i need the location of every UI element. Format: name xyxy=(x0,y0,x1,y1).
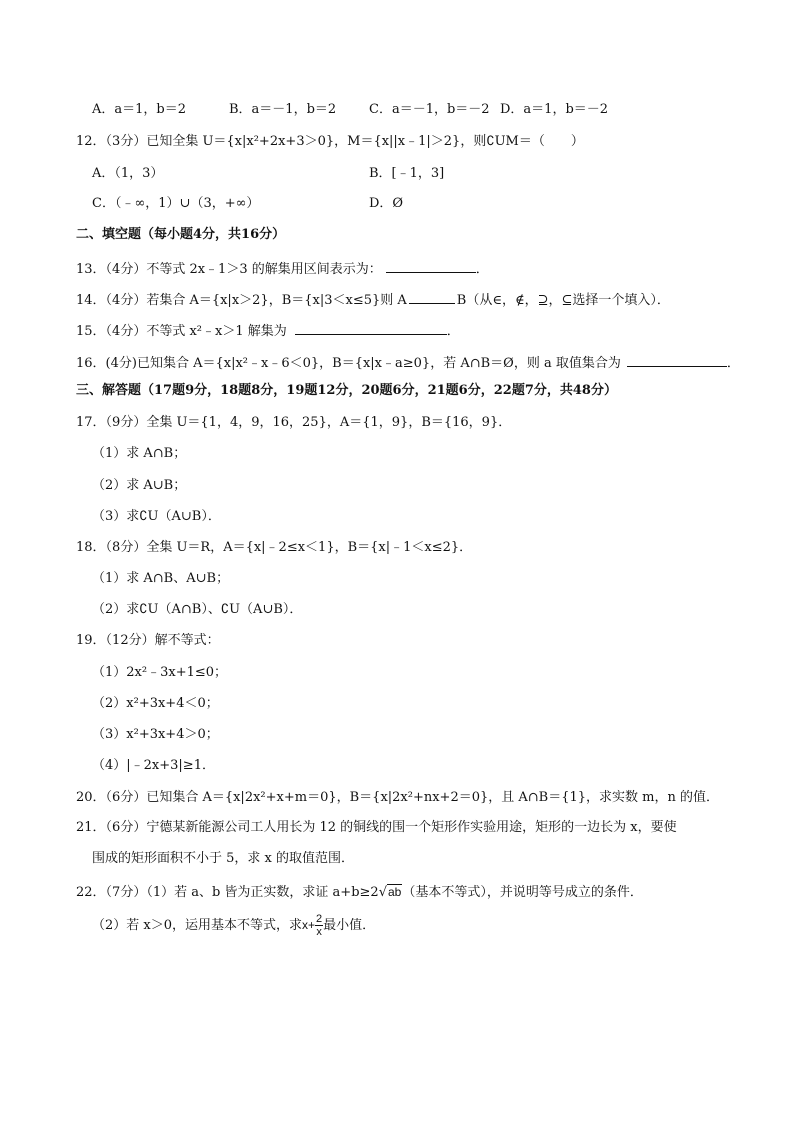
q12-option-b: B．[﹣1，3] xyxy=(369,166,445,181)
q11-option-b: B．a＝－1，b＝2 xyxy=(229,102,337,117)
q15-text: 15．（4分）不等式 x²﹣x＞1 解集为 xyxy=(76,324,287,339)
q11-option-a: A．a＝1，b＝2 xyxy=(92,102,187,117)
q12-option-a: A．（1，3） xyxy=(92,166,164,181)
q16-answer-blank[interactable] xyxy=(627,352,727,367)
q22-part-2-text: （2）若 x＞0，运用基本不等式，求 xyxy=(92,918,303,933)
q16-period: ． xyxy=(726,356,740,371)
q13-answer-blank[interactable] xyxy=(386,258,476,273)
q11-option-d: D．a＝1，b＝－2 xyxy=(500,102,609,117)
q16 xyxy=(76,352,740,373)
q18-part-1: （1）求 A∩B、A∪B； xyxy=(92,571,230,586)
q12-option-d: D．Ø xyxy=(369,196,404,211)
section-solve-title: 三、解答题（17题9分，18题8分，19题12分，20题6分，21题6分，22题7分，共48分） xyxy=(76,383,617,398)
q22-part-2 xyxy=(92,912,375,939)
q22-part-1-text: 22．（7分）（1）若 a、b 皆为正实数，求证 a+b≥2 xyxy=(76,885,379,900)
q16-text: 16．(4分)已知集合 A＝{x|x²﹣x﹣6＜0}，B＝{x|x﹣a≥0}，若 A∩B＝Ø，则 a 取值集合为 xyxy=(76,356,621,371)
q19-stem: 19．（12分）解不等式： xyxy=(76,633,220,648)
q17-stem: 17．（9分）全集 U＝{1，4，9，16，25}，A＝{1，9}，B＝{16，9}． xyxy=(76,415,512,430)
q19-part-3: （3）x²+3x+4＞0； xyxy=(92,727,219,742)
q14-text-after: B（从∈，∉，⊇，⊆选择一个填入）． xyxy=(456,293,670,308)
q19-part-1: （1）2x²﹣3x+1≤0； xyxy=(92,665,228,680)
q22-part-1-text-after: （基本不等式），并说明等号成立的条件． xyxy=(402,885,643,900)
q14-text: 14．（4分）若集合 A＝{x|x＞2}，B＝{x|3＜x≤5}则 A xyxy=(76,293,407,308)
q22-sqrt-radicand: ab xyxy=(387,885,402,899)
q20-stem: 20．（6分）已知集合 A＝{x|2x²+x+m＝0}，B＝{x|2x²+nx+2＝0}，且 A∩B＝{1}，求实数 m，n 的值． xyxy=(76,790,720,805)
q17-part-1: （1）求 A∩B； xyxy=(92,446,187,461)
q15-period: ． xyxy=(446,324,460,339)
q18-part-2: （2）求∁U（A∩B）、∁U（A∪B）． xyxy=(92,602,303,617)
q12-stem: 12．（3分）已知全集 U＝{x|x²+2x+3＞0}，M＝{x||x﹣1|＞2}，则∁UM＝（ ） xyxy=(76,134,584,149)
q13-text: 13．（4分）不等式 2x﹣1＞3 的解集用区间表示为： xyxy=(76,262,382,277)
q17-part-2: （2）求 A∪B； xyxy=(92,478,187,493)
q12-option-c: C．（﹣∞，1）∪（3，+∞） xyxy=(92,196,260,211)
q13-period: ． xyxy=(475,262,489,277)
q19-part-4: （4）|﹣2x+3|≥1． xyxy=(92,758,215,773)
q14-answer-blank[interactable] xyxy=(409,289,455,304)
q17-part-3: （3）求∁U（A∪B）． xyxy=(92,509,221,524)
q13 xyxy=(76,258,489,279)
q14 xyxy=(76,289,670,310)
q22-part-2-text-after: 最小值． xyxy=(323,918,376,933)
q18-stem: 18．（8分）全集 U＝R，A＝{x|﹣2≤x＜1}，B＝{x|﹣1＜x≤2}． xyxy=(76,540,473,555)
q15 xyxy=(76,320,460,341)
q19-part-2: （2）x²+3x+4＜0； xyxy=(92,696,219,711)
q21-line-2: 围成的矩形面积不小于 5，求 x 的取值范围． xyxy=(92,851,354,866)
section-fill-in-title: 二、填空题（每小题4分，共16分） xyxy=(76,227,286,242)
q22-part-1 xyxy=(76,883,643,902)
q22-fraction-denominator: x xyxy=(316,926,322,938)
q22-expression-x: x+ xyxy=(302,918,316,932)
sqrt-symbol: √ xyxy=(378,885,387,900)
q22-fraction-numerator: 2 xyxy=(316,913,323,925)
q15-answer-blank[interactable] xyxy=(295,320,447,335)
q11-option-c: C．a＝－1，b＝－2 xyxy=(369,102,490,117)
q21-line-1: 21．（6分）宁德某新能源公司工人用长为 12 的铜线的围一个矩形作实验用途，矩形的一边长为 x，要使 xyxy=(76,820,677,835)
q22-fraction xyxy=(315,913,323,938)
